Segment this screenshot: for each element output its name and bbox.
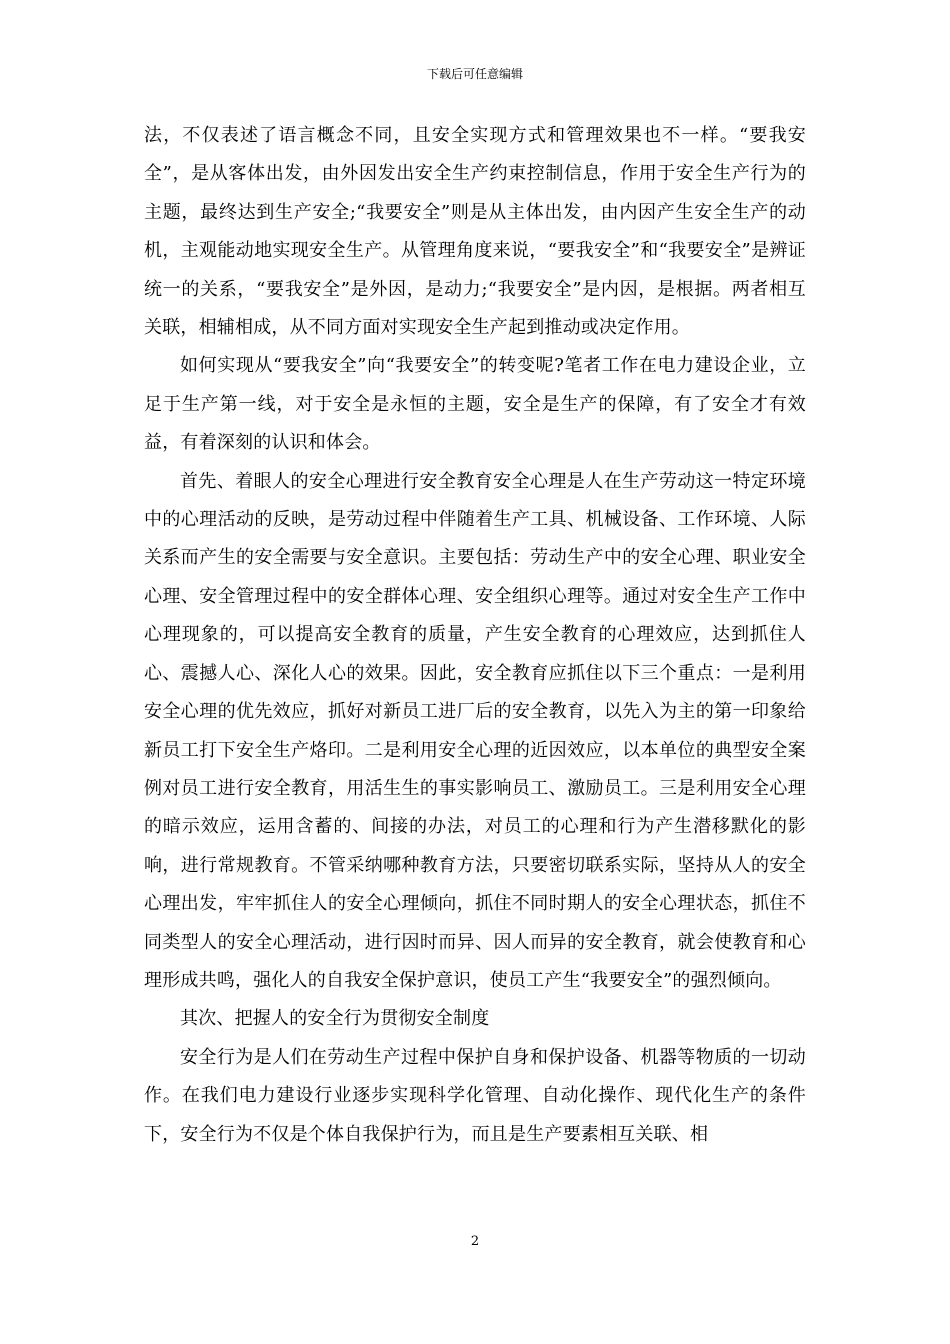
paragraph-5: 安全行为是人们在劳动生产过程中保护自身和保护设备、机器等物质的一切动作。在我们电力建设行业逐步实现科学化管理、自动化操作、现代化生产的条件下，安全行为不仅是个体自我保护行为，而且是生产要素相互关联、相 bbox=[144, 1046, 806, 1145]
paragraph-3: 首先、着眼人的安全心理进行安全教育安全心理是人在生产劳动这一特定环境中的心理活动的反映，是劳动过程中伴随着生产工具、机械设备、工作环境、人际关系而产生的安全需要与安全意识。主要包括：劳动生产中的安全心理、职业安全心理、安全管理过程中的安全群体心理、安全组织心理等。通过对安全生产工作中心理现象的，可以提高安全教育的质量，产生安全教育的心理效应，达到抓住人心、震撼人心、深化人心的效果。因此，安全教育应抓住以下三个重点：一是利用安全心理的优先效应，抓好对新员工进厂后的安全教育，以先入为主的第一印象给新员工打下安全生产烙印。二是利用安全心理的近因效应，以本单位的典型安全案例对员工进行安全教育，用活生生的事实影响员工、激励员工。三是利用安全心理的暗示效应，运用含蓄的、间接的办法，对员工的心理和行为产生潜移默化的影响，进行常规教育。不管采纳哪种教育方法，只要密切联系实际，坚持从人的安全心理出发，牢牢抓住人的安全心理倾向，抓住不同时期人的安全心理状态，抓住不同类型人的安全心理活动，进行因时而异、因人而异的安全教育，就会使教育和心理形成共鸣，强化人的自我安全保护意识，使员工产生“我要安全”的强烈倾向。 bbox=[144, 470, 806, 991]
paragraph-1: 法，不仅表述了语言概念不同，且安全实现方式和管理效果也不一样。“要我安全”，是从客体出发，由外因发出安全生产约束控制信息，作用于安全生产行为的主题，最终达到生产安全;“我要安全”则是从主体出发，由内因产生安全生产的动机，主观能动地实现安全生产。从管理角度来说，“要我安全”和“我要安全”是辨证统一的关系，“要我安全”是外因，是动力;“我要安全”是内因，是根据。两者相互关联，相辅相成，从不同方面对实现安全生产起到推动或决定作用。 bbox=[144, 125, 806, 339]
paragraph-4-subheading: 其次、把握人的安全行为贯彻安全制度 bbox=[180, 1008, 490, 1030]
page-header: 下载后可任意编辑 bbox=[426, 67, 523, 81]
page-number: 2 bbox=[470, 1234, 480, 1249]
document-body bbox=[144, 117, 806, 1154]
paragraph-2: 如何实现从“要我安全”向“我要安全”的转变呢?笔者工作在电力建设企业，立足于生产第一线，对于安全是永恒的主题，安全是生产的保障，有了安全才有效益，有着深刻的认识和体会。 bbox=[144, 355, 806, 454]
